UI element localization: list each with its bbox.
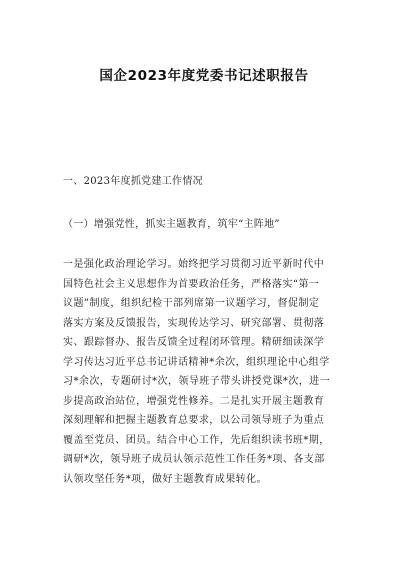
paragraph-line: 覆盖至党员、团员。结合中心工作，先后组织读书班*期， — [63, 434, 330, 446]
paragraph-line: 深刻理解和把握主题教育总要求，以公司领导班子为重点 — [63, 415, 325, 427]
paragraph-line: 调研*次，领导班子成员认领示范性工作任务*项、各支部 — [63, 454, 325, 466]
document-title: 国企2023年度党委书记述职报告 — [99, 68, 309, 84]
paragraph-line: 议题”制度，组织纪检干部列席第一议题学习，督促制定 — [63, 298, 320, 310]
paragraph-line: 步提高政治站位，增强党性修养。二是扎实开展主题教育 — [63, 395, 325, 407]
paragraph-line: 习*余次，专题研讨*次，领导班子带头讲授党课*次，进一 — [63, 376, 331, 388]
paragraph-line: 落实方案及反馈报告，实现传达学习、研究部署、贯彻落 — [63, 317, 325, 329]
paragraph-line: 认领攻坚任务*项，做好主题教育成果转化。 — [63, 474, 267, 486]
section-heading: 一、2023年度抓党建工作情况 — [63, 176, 203, 187]
paragraph-line: 实、跟踪督办、报告反馈全过程闭环管理。精研细读深学 — [63, 337, 325, 349]
subsection-heading: （一）增强党性，抓实主题教育，筑牢“主阵地” — [63, 219, 280, 230]
body-paragraph — [63, 255, 348, 490]
paragraph-line: 一是强化政治理论学习。始终把学习贯彻习近平新时代中 — [63, 259, 325, 270]
paragraph-line: 学习传达习近平总书记讲话精神*余次，组织理论中心组学 — [63, 356, 330, 368]
paragraph-line: 国特色社会主义思想作为首要政治任务，严格落实“第一 — [63, 278, 320, 290]
